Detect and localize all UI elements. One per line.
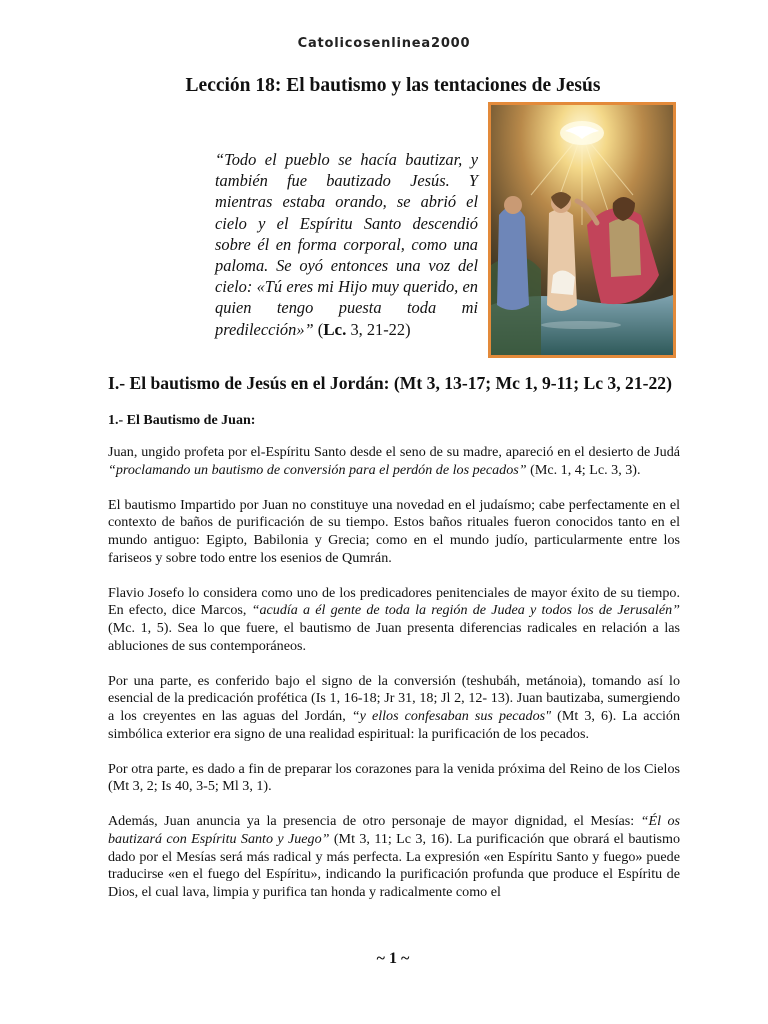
paragraph-1-citation: “proclamando un bautismo de conversión para el perdón de los pecados”: [108, 461, 527, 478]
paragraph-2: El bautismo Impartido por Juan no constituye una novedad en el judaísmo; cabe perfectamente en el contexto de baños de purificación de su tiempo. Estos baños rituales fueron conocidos tanto en el mundo antiguo: Egipto, Babilonia y Grecia; como en el mundo judío, particularmente entre los fariseos y sobre todo entre los esenios de Qumrán.: [108, 496, 680, 566]
paragraph-4: [108, 673, 680, 743]
quote-text: “Todo el pueblo se hacía bautizar, y también fue bautizado Jesús. Y mientras estaba orando, se abrió el cielo y el Espíritu Santo descendió sobre él en forma corporal, como una paloma. Se oyó entonces una voz del cielo: «Tú eres mi Hijo muy querido, en quien tengo puesta toda mi predilección»”: [215, 150, 478, 339]
page-number: ~ 1 ~: [376, 950, 410, 967]
quote-reference: [318, 320, 411, 339]
paragraph-3-text: Flavio Josefo lo considera como uno de los predicadores penitenciales de mayor éxito de su tiempo. En efecto, dice Marcos,: [108, 584, 680, 619]
paragraph-6-rest: (Mt 3, 11; Lc 3, 16). La purificación que obrará el bautismo dado por el Mesías será más radical y más perfecta. La expresión «en Espíritu Santo y fuego» puede traducirse «en el fuego del Espíritu», indicando la purificación profunda que produce el Espíritu de Dios, el cual lava, limpia y purifica tan honda y radicalmente como el: [108, 831, 680, 900]
baptism-painting-illustration: [491, 105, 673, 355]
paragraph-3: [108, 585, 680, 655]
paragraph-6-text: Además, Juan anuncia ya la presencia de otro personaje de mayor dignidad, el Mesías:: [108, 813, 641, 830]
paragraph-3-rest: (Mc. 1, 5). Sea lo que fuere, el bautismo de Juan presenta diferencias radicales en relación a las abluciones de sus contemporáneos.: [108, 619, 680, 654]
lesson-title: Lección 18: El bautismo y las tentaciones de Jesús: [185, 75, 601, 96]
paragraph-3-citation: “acudía a él gente de toda la región de Judea y todos los de Jerusalén”: [251, 602, 680, 619]
quote-ref-book: Lc.: [323, 319, 347, 339]
body-text: [108, 444, 680, 901]
scripture-quote: [215, 149, 478, 340]
quote-open-paren: (: [317, 319, 324, 339]
subsection-heading: 1.- El Bautismo de Juan:: [108, 413, 256, 428]
paragraph-4-rest: (Mt 3, 6). La acción simbólica exterior era signo de una realidad espiritual: la purificación de los pecados.: [108, 707, 680, 742]
paragraph-1-text: Juan, ungido profeta por el-Espíritu Santo desde el seno de su madre, apareció en el desierto de Judá: [108, 444, 680, 460]
paragraph-1: [108, 444, 680, 479]
site-header: Catolicosenlinea2000: [297, 36, 471, 51]
section-heading: I.- El bautismo de Jesús en el Jordán: (Mt 3, 13-17; Mc 1, 9-11; Lc 3, 21-22): [108, 373, 672, 393]
paragraph-6-citation: “Él os bautizará con Espíritu Santo y Juego”: [108, 813, 680, 848]
paragraph-4-text: Por una parte, es conferido bajo el signo de la conversión (teshubáh, metánoia), tomando así lo esencial de la predicación profética (Is 1, 16-18; Jr 31, 18; Jl 2, 12- 13). Juan bautizaba, sumergiendo a los creyentes en las aguas del Jordán,: [108, 672, 680, 724]
paragraph-4-citation: “y ellos confesaban sus pecados": [351, 707, 552, 724]
paragraph-1-reference: (Mc. 1, 4; Lc. 3, 3).: [526, 461, 641, 478]
quote-ref-rest: 3, 21-22): [346, 319, 411, 339]
paragraph-5: Por otra parte, es dado a fin de preparar los corazones para la venida próxima del Reino de los Cielos (Mt 3, 2; Is 40, 3-5; Ml 3, 1).: [108, 760, 680, 795]
baptism-painting: [488, 102, 676, 358]
paragraph-6: [108, 813, 680, 901]
